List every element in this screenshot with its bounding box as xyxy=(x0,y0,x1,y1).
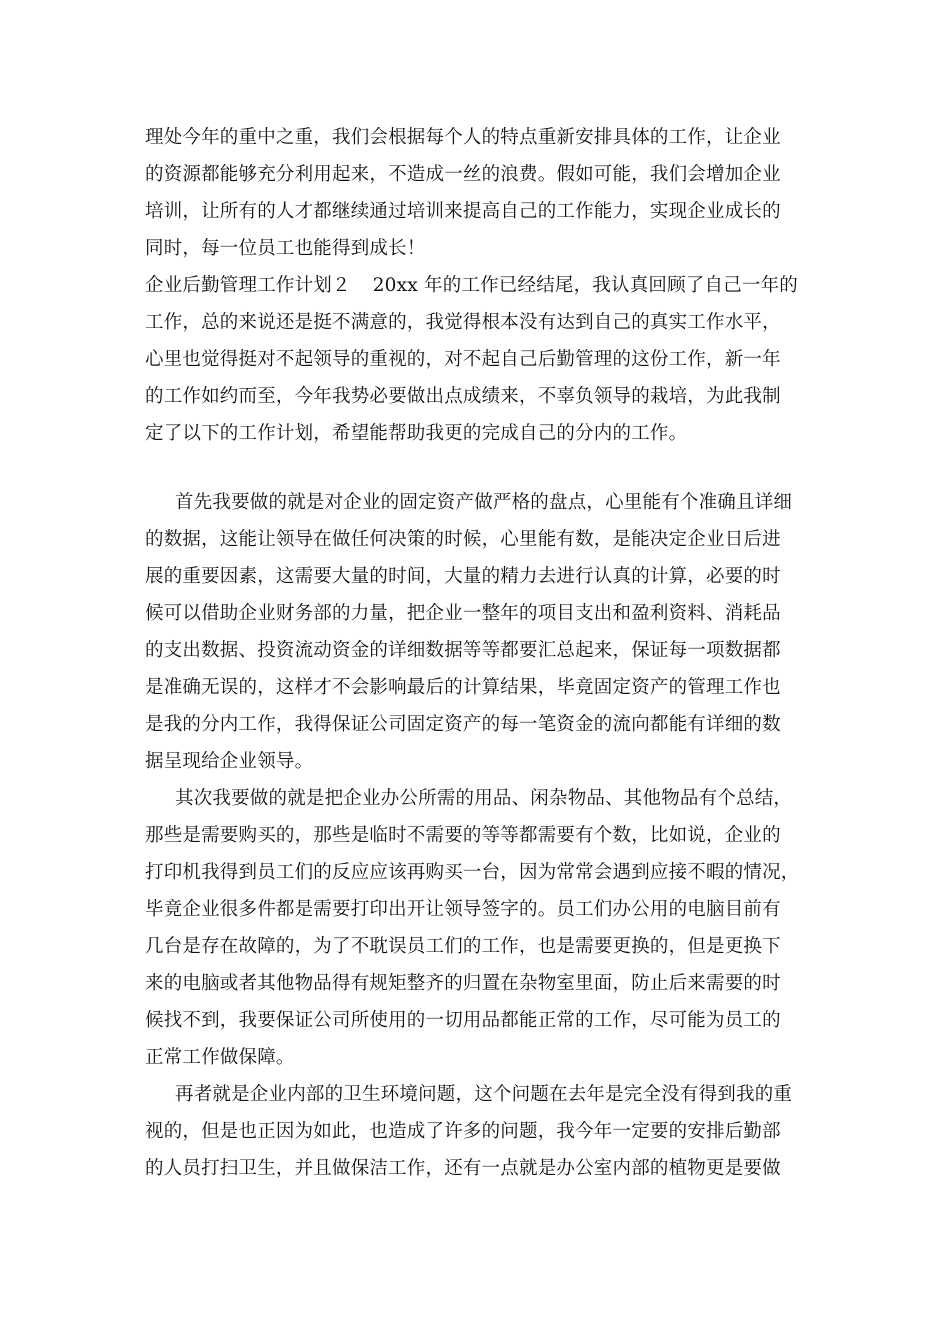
paragraph-line: 首先我要做的就是对企业的固定资产做严格的盘点，心里能有个准确且详细 xyxy=(175,492,793,513)
paragraph-line: 毕竟企业很多件都是需要打印出开让领导签字的。员工们办公用的电脑目前有 xyxy=(145,899,781,920)
text-line: 培训，让所有的人才都继续通过培训来提高自己的工作能力，实现企业成长的 xyxy=(145,201,781,222)
section-heading: 企业后勤管理工作计划２ xyxy=(145,275,351,296)
paragraph-line: 那些是需要购买的，那些是临时不需要的等等都需要有个数，比如说，企业的 xyxy=(145,825,781,846)
paragraph-line: 正常工作做保障。 xyxy=(145,1047,295,1068)
text-line: 工作，总的来说还是挺不满意的，我觉得根本没有达到自己的真实工作水平， xyxy=(145,312,781,333)
paragraph-line: 其次我要做的就是把企业办公所需的用品、闲杂物品、其他物品有个总结， xyxy=(175,788,793,809)
paragraph-line: 是我的分内工作，我得保证公司固定资产的每一笔资金的流向都能有详细的数 xyxy=(145,714,781,735)
text-line: 的资源都能够充分利用起来，不造成一丝的浪费。假如可能，我们会增加企业 xyxy=(145,164,781,185)
paragraph-line: 的支出数据、投资流动资金的详细数据等等都要汇总起来，保证每一项数据都 xyxy=(145,640,781,661)
paragraph-line: 几台是存在故障的，为了不耽误员工们的工作，也是需要更换的，但是更换下 xyxy=(145,936,781,957)
paragraph-line: 据呈现给企业领导。 xyxy=(145,751,314,772)
text-line: 同时，每一位员工也能得到成长！ xyxy=(145,238,426,259)
section-heading-line xyxy=(145,274,805,298)
paragraph-line: 的人员打扫卫生，并且做保洁工作，还有一点就是办公室内部的植物更是要做 xyxy=(145,1158,781,1179)
paragraph-line: 来的电脑或者其他物品得有规矩整齐的归置在杂物室里面，防止后来需要的时 xyxy=(145,973,781,994)
paragraph-line: 再者就是企业内部的卫生环境问题，这个问题在去年是完全没有得到我的重 xyxy=(175,1084,793,1105)
paragraph-line: 展的重要因素，这需要大量的时间，大量的精力去进行认真的计算，必要的时 xyxy=(145,566,781,587)
paragraph-line: 视的，但是也正因为如此，也造成了许多的问题，我今年一定要的安排后勤部 xyxy=(145,1121,781,1142)
paragraph-line: 候找不到，我要保证公司所使用的一切用品都能正常的工作，尽可能为员工的 xyxy=(145,1010,781,1031)
text-line: 定了以下的工作计划，希望能帮助我更的完成自己的分内的工作。 xyxy=(145,423,688,444)
paragraph-line: 的数据，这能让领导在做任何决策的时候，心里能有数，是能决定企业日后进 xyxy=(145,529,781,550)
text-line: 20xx 年的工作已经结尾，我认真回顾了自己一年的 xyxy=(372,275,798,296)
paragraph-line: 候可以借助企业财务部的力量，把企业一整年的项目支出和盈利资料、消耗品 xyxy=(145,603,781,624)
text-line: 心里也觉得挺对不起领导的重视的，对不起自己后勤管理的这份工作，新一年 xyxy=(145,349,781,370)
paragraph-line: 打印机我得到员工们的反应应该再购买一台，因为常常会遇到应接不暇的情况， xyxy=(145,862,800,883)
paragraph-line: 是准确无误的，这样才不会影响最后的计算结果，毕竟固定资产的管理工作也 xyxy=(145,677,781,698)
text-line: 的工作如约而至，今年我势必要做出点成绩来，不辜负领导的栽培，为此我制 xyxy=(145,386,781,407)
text-line: 理处今年的重中之重，我们会根据每个人的特点重新安排具体的工作，让企业 xyxy=(145,127,781,148)
